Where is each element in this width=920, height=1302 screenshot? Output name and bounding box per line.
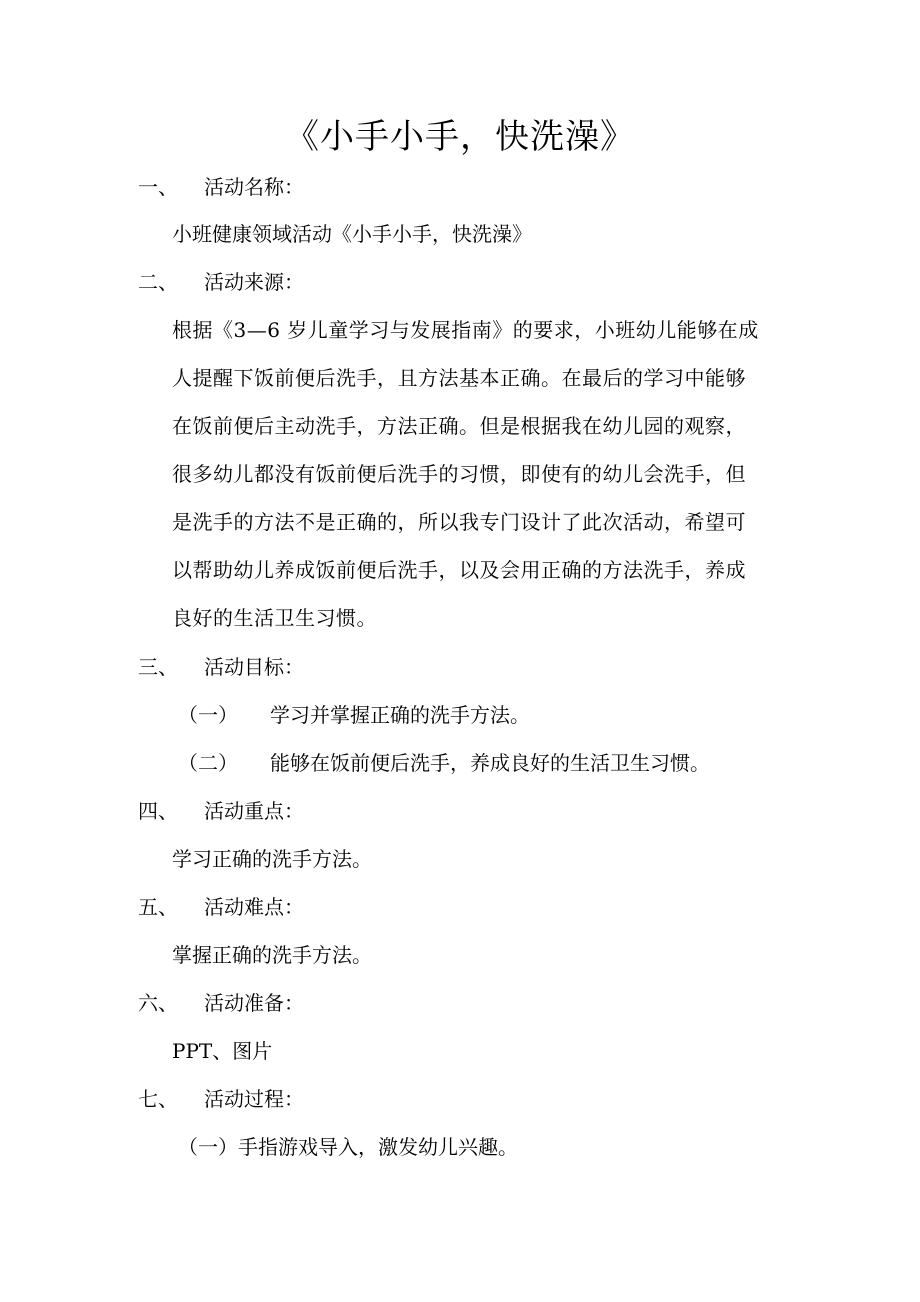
paragraph-line: 以帮助幼儿养成饭前便后洗手，以及会用正确的方法洗手，养成 [172,558,746,582]
section-paragraph [172,316,784,652]
section-title: 活动过程： [204,1087,304,1111]
section-title: 活动名称： [204,175,304,199]
goal-text: 能够在饭前便后洗手，养成良好的生活卫生习惯。 [270,751,710,775]
paragraph-line: 很多幼儿都没有饭前便后洗手的习惯，即使有的幼儿会洗手，但 [172,462,746,486]
paragraph-line: 是洗手的方法不是正确的，所以我专门设计了此次活动，希望可 [172,510,746,534]
document-title: 《小手小手，快洗澡》 [285,117,635,157]
paragraph-line: 良好的生活卫生习惯。 [172,606,377,630]
section-content: （一）手指游戏导入，激发幼儿兴趣。 [178,1135,518,1159]
section-title: 活动重点： [204,799,304,823]
section-number: 一、 [138,175,178,199]
section-content: 学习正确的洗手方法。 [172,847,372,871]
section-number: 二、 [138,270,178,294]
section-content: PPT、图片 [172,1039,273,1063]
section-content: 小班健康领域活动《小手小手，快洗澡》 [172,222,532,246]
section-title: 活动难点： [204,895,304,919]
section-title: 活动准备： [204,991,304,1015]
paragraph-line: 根据《3—6 岁儿童学习与发展指南》的要求，小班幼儿能够在成 [172,318,759,342]
section-title: 活动来源： [204,270,304,294]
section-number: 七、 [138,1087,178,1111]
section-number: 六、 [138,991,178,1015]
goal-number: （一） [178,703,238,727]
section-content: 掌握正确的洗手方法。 [172,943,372,967]
goal-text: 学习并掌握正确的洗手方法。 [270,703,530,727]
section-number: 三、 [138,655,178,679]
section-number: 五、 [138,895,178,919]
section-number: 四、 [138,799,178,823]
section-title: 活动目标： [204,655,304,679]
paragraph-line: 人提醒下饭前便后洗手，且方法基本正确。在最后的学习中能够 [172,366,746,390]
goal-number: （二） [178,751,238,775]
paragraph-line: 在饭前便后主动洗手，方法正确。但是根据我在幼儿园的观察， [172,414,746,438]
